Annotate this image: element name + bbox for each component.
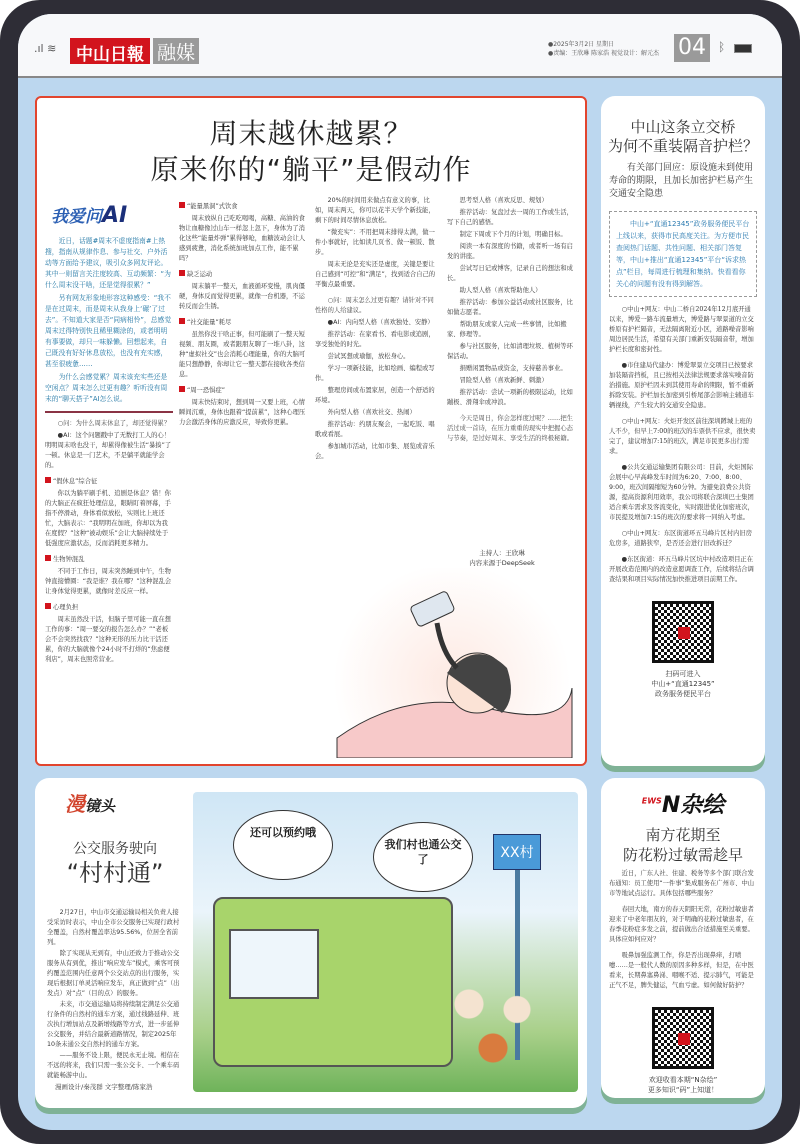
qr-code[interactable] — [652, 601, 714, 663]
article-column-3 — [315, 196, 440, 566]
village-sign: XX村 — [493, 834, 541, 870]
article-column-1 — [45, 236, 173, 761]
pollen-allergy-article — [601, 778, 765, 1098]
subheading: 缺乏运动 — [179, 270, 307, 280]
paragraph: 除了实现从无到有，中山还致力于推动公交服务从有到优，推出“响应发车”模式，乘客可预约覆盖范围内任意两个公交站点的出行服务，实现后根据订单灵活响应发车，真正做到“点”（出发点）对“点”（目的点）的服务。 — [47, 950, 180, 997]
qa-list — [601, 301, 765, 595]
question: ○问：为什么周末休息了，却还觉得累？ — [57, 420, 171, 427]
intro-paragraph: 另有网友形象地形容这种感受：“我不是在过周末，而是周末从我身上‘碾’了过去”。不知道大家是否“同病相怜”，总感觉周末过得特别快且稀里糊涂的，或者明明有事要做，却只一味躲懒。回想起来，自己既没有好好休息放松，也没有充实感，甚至很疲惫…… — [45, 294, 172, 368]
department-answer: ●东区街道：环五马峰片区坑中村改造项目正在开展改造范围内的改造意愿调查工作，后续将结合调查结果和项目实际情况加快推进项目前期工作。 — [609, 556, 754, 583]
headline-line-1: 中山这条立交桥 — [630, 118, 736, 136]
credit-line: 漫画设计/秦茂群 文字整理/陈家浩 — [55, 1083, 153, 1091]
qr-caption-line: 扫码可进入 — [665, 670, 701, 678]
n-zahui-logo — [601, 788, 765, 819]
paragraph: 助人型人格（喜欢帮助他人） — [459, 287, 542, 294]
issue-meta — [548, 40, 659, 58]
closing-quote: ——服务不设上限，便民永无止境。相信在不远的将来，我们只需一张公交卡、一个乘车码就能畅游中山。 — [47, 1052, 180, 1079]
subheading: 生物钟混乱 — [45, 555, 173, 565]
question: ○问：周末怎么过更有趣？请针对不同性格的人给建议。 — [315, 297, 434, 314]
signal-wifi-icon: .ıl ≋ — [34, 42, 57, 55]
logo-text: 漫 — [65, 792, 85, 816]
headline-line-2: 原来你的“躺平”是假动作 — [150, 153, 472, 186]
paragraph: 周末虽然没干活，但脑子里可能一直在想工作的事：“周一要交的报告怎么办？”“老板会不会突然找我？”这种无形的压力比干活还累，你的大脑就像个24小时不打烊的“焦虑便利店”，周末也照常营业。 — [45, 616, 171, 663]
paragraph: 2月27日，中山市交通运输局相关负责人接受采访时表示，中山全市公交服务已实现行政村全覆盖，自然村覆盖率达95.56%，位居全省前列。 — [47, 909, 180, 946]
headline-line-1: 公交服务驶向 — [73, 841, 157, 857]
article-subtitle: 有关部门回应：原设施未到使用寿命的期限，且加长加密护栏易产生交通安全隐患 — [609, 163, 754, 199]
content-source: 内容来源于DeepSeek — [469, 559, 535, 567]
village-bus-cartoon — [193, 792, 578, 1092]
manga-lens-logo — [65, 788, 115, 817]
netizen-question: ○中山+网友：东区街道环五马峰片区村内旧房危房多，道路狭窄，是否还会进行旧改拆迁？ — [609, 530, 753, 547]
department-answer: ●公共交通运输集团有限公司：目前，火炬国际会展中心早高峰发车时间为6:20、7:00、8:00、9:00，班次间隔缩短为60分钟。为避免浪费公共资源，提高资源利用效率，我公司将联合深圳巴士集团适合乘车需求及客流变化，实时跟进优化加密班次，市民提及增加7:15的班次的要求将一同纳入考虑。 — [609, 464, 754, 521]
section-name: 融媒 — [153, 38, 199, 64]
qr-caption-line: 中山+“直通12345” — [651, 680, 715, 688]
newspaper-screen — [18, 14, 782, 1130]
newspaper-logo: 中山日報 — [70, 38, 150, 64]
qr-caption — [601, 669, 765, 699]
paragraph: 学习一项新技能，比如绘画、编程或写作。 — [315, 365, 435, 382]
paragraph: 捐赠闲置物品或资金，支持慈善事业。 — [459, 365, 567, 372]
illustration-svg — [327, 568, 577, 758]
paragraph: 思考型人格（喜欢反思、规划） — [459, 197, 548, 204]
paragraph: 不同于工作日，周末突然睡到中午，生物钟直接懵圈：“我是谁？我在哪？”这种混乱会让身体觉得更累，就像时差反应一样。 — [45, 568, 172, 595]
paragraph: 推荐活动：约朋友聚会，一起吃饭、唱歌或看展。 — [315, 421, 435, 438]
ask-ai-column-logo — [51, 202, 127, 228]
paragraph: 推荐活动：尝试一项新的极限运动，比如蹦极、滑翔伞或冲浪。 — [447, 389, 573, 406]
paragraph: 尝试冥想或瑜伽，放松身心。 — [327, 353, 410, 360]
paragraph: 虽然你没干啥正事，但可能刷了一整天短视频、朋友圈，或者跟朋友聊了一堆八卦，这种“虚拟社交”也会消耗心理能量，你的大脑可能只想静静，你却让它一整天都在接收各类信息。 — [179, 331, 306, 378]
paragraph: 推荐活动：在家看书、看电影或追剧，享受独处的时光。 — [315, 331, 435, 348]
subheading: 心理负担 — [45, 603, 173, 613]
divider — [45, 411, 173, 413]
paragraph: 周末躺平一整天，血液循环变慢，肌肉僵硬，身体反而觉得更累，就像一台机器，不运转反而会生锈。 — [179, 283, 305, 310]
host-credit — [432, 548, 572, 568]
netizen-question: ○中山+网友：火炬开发区前往深圳蹲城上班的人不少，但早上7:00的班次的车票供不应求，很快卖完了，建议增加7:15的班次，满足市民更多出行需求。 — [609, 418, 756, 455]
speech-bubble-villager: 我们村也通公交了 — [373, 822, 473, 892]
paragraph: 整理房间或布置家居，创造一个舒适的环境。 — [315, 387, 435, 404]
paragraph: 推荐活动：参加公益活动或社区服务，比如做志愿者。 — [447, 299, 573, 316]
host-name: 主持人：王欣琳 — [479, 549, 525, 557]
headline-line-1: 周末越休越累？ — [209, 117, 413, 150]
paragraph: 周末放纵自己吃吃喝喝，高糖、高油的食物让血糖像过山车一样忽上忽下，身体为了消化这些“能量炸弹”累得够呛，血糖波动会让人感到疲惫，消化系统加班加点工作，能不累吗？ — [179, 215, 306, 262]
paragraph: 吸鼻加强监测工作，你是否出现鼻痒，打喷嚏……是一般代人数的原因多种多样，但是，在中医看来，长期鼻塞鼻涕、咽喉不适、提示肺气，可能是正气不足，脾失健运，气血亏虚。如何做好防护？ — [609, 952, 754, 989]
article-body — [47, 908, 183, 1082]
column-logo-ai: AI — [102, 203, 128, 228]
logo-sup: EWS — [641, 796, 662, 806]
paragraph: 参加城市活动，比如市集、展览或音乐会。 — [315, 443, 435, 460]
article-body — [601, 865, 765, 1001]
article-headline — [601, 118, 765, 156]
department-answer: ●市住建局代建办：博爱翠景立交项目已按要求加装隔音挡板，且已按相关法律法规要求落实噪音防治措施。原护栏因未到其使用寿命的期限，暂不重新拆除安装。护栏加长加密到引桥尾部会影响主辅道车辆视线，产生较大的交通安全隐患。 — [609, 362, 754, 409]
qr-caption-line: 政务服务便民平台 — [655, 690, 711, 698]
paragraph: 制定下周或下个月的计划，明确目标。 — [459, 231, 567, 238]
page-number: 04 — [674, 34, 710, 62]
qr-caption-line: 欢迎收看本期“N杂绘” — [648, 1076, 718, 1084]
battery-icon — [734, 44, 752, 53]
logo-text: N杂绘 — [661, 793, 725, 818]
page-header — [18, 14, 782, 78]
bus-cartoon-article — [35, 778, 587, 1108]
qr-code[interactable] — [652, 1007, 714, 1069]
intro-box: 中山+“直通12345”政务服务便民平台上线以来，获得市民高度关注。为方便市民查阅热门话题、共性问题、相关部门答复等，中山+推出“直通12345”平台“诉求热点”栏目，每周进行梳理和集纳。快看看你关心的问题有没有得到解答。 — [609, 211, 757, 297]
subheading: “社交能量”耗尽 — [179, 318, 307, 328]
article-headline — [601, 825, 765, 865]
paragraph: 冒险型人格（喜欢新鲜、刺激） — [459, 377, 548, 384]
article-headline — [45, 838, 185, 888]
subheading: “能量黑洞”式饮食 — [179, 202, 307, 212]
netizen-question: ○中山+网友：中山二桥自2024年12月底开通以来，博爱一路车流量增大，博爱路与翠景道的立交桥原有护栏隔音，无法隔离附近小区，道路噪音影响周边居民生活，希望有关部门重新安装隔音带，增加护栏长度和密封性。 — [609, 306, 754, 353]
column-logo-text: 我爱问 — [51, 207, 102, 227]
intro-paragraph: 为什么会感觉累？周末该充实些还是空闲点？周末怎么过更有趣？听听没有周末的“聊天搭子”AI怎么说。 — [45, 373, 168, 403]
headline-line-2: 为何不重装隔音护栏？ — [607, 137, 758, 155]
bridge-noise-article — [601, 96, 765, 766]
article-column-4 — [447, 196, 577, 541]
article-column-2 — [179, 196, 307, 761]
bus-drawing — [213, 897, 453, 1067]
paragraph: 近日，广东人社、住建、税务等多个部门联合发布通知：员工使用“一件事”集成服务在广州市、中山市等地试点运行。具体包括哪些服务？ — [609, 870, 755, 897]
ai-answer: ●AI：内向型人格（喜欢独处、安静） — [327, 319, 434, 326]
speech-bubble-driver: 还可以预约哦 — [233, 810, 333, 880]
paragraph: 春回大地，南方的春天阴阳无常，花粉过敏患者迎来了中老年朋友的，对于明确的花粉过敏患者，在春季花粉症多发之前，提前做出合适措施至关重要。具体应如何应对？ — [609, 906, 754, 943]
closing-paragraph: 今天是周日，你会怎样度过呢？……把生活过成一首诗，在压力重重的现实中把握心态与节奏，是过好周末、享受生活的终极秘籍。 — [447, 415, 573, 442]
intro-paragraph: 近日，话题#周末不虚度指南#上热搜，指南从规律作息、参与社交、户外活动等方面给予建议，吸引众多网友评论。其中一则留言关注度较高、互动频繁：“为什么周末没干啥，还是觉得很累？” — [45, 237, 171, 289]
paragraph: 20%的时间用来做点有意义的事，比如，周末两天，你可以花半天学个新技能，剩下的时间尽情休息放松。 — [315, 197, 435, 224]
main-article — [35, 96, 587, 766]
subheading: “周一恐惧症” — [179, 386, 307, 396]
qr-caption-line: 更多知识“码”上知道！ — [647, 1086, 719, 1094]
paragraph: 未来，市交通运输局将持续制定满足公交通行条件的自然村的通车方案，通过线路延伸、班次执行增加站点及新增线路等方式，进一步延伸公交服务，并结合最新道路情况，制定2025年10条未通公交自然村的通车方案。 — [47, 1001, 180, 1048]
qr-caption — [601, 1075, 765, 1095]
paragraph: 参与社区服务，比如清理垃圾、植树等环保活动。 — [447, 343, 573, 360]
villagers-drawing — [433, 982, 553, 1092]
bus-window — [229, 929, 319, 999]
issue-date: ●2025年3月2日 星期日 — [548, 41, 615, 48]
paragraph: 周末快结束时，想到周一又要上班，心情瞬间沉重，身体也跟着“提前累”，这种心理压力会激活身体的应激反应，导致你更累。 — [179, 399, 306, 426]
subheading: “假休息”综合征 — [45, 477, 173, 487]
logo-text-2: 镜头 — [85, 797, 116, 815]
headline-line-2: “村村通” — [66, 859, 164, 887]
paragraph: “微充实”：不用把周末排得太满，做一件小事就好，比如读几页书、做一顿饭、散步。 — [315, 229, 435, 256]
editors: ●责编：王欣琳 陈家浩 视觉设计：解元杰 — [548, 50, 660, 57]
paragraph: 推荐活动：复盘过去一周的工作或生活，写下自己的感悟。 — [447, 209, 573, 226]
headline-line-2: 防花粉过敏需趁早 — [622, 846, 743, 864]
paragraph: 帮助朋友或家人完成一些事情，比如搬家、修理等。 — [447, 321, 567, 338]
paragraph: 周末无论是充实还是虚度，关键是要让自己感到“可控”和“满足”，找到适合自己的平衡点最重要。 — [315, 261, 436, 288]
main-headline — [37, 116, 585, 188]
ai-answer: ●AI：这个问题戳中了无数打工人的心！明明周末啥也没干，却累得像被生活“暴揍”了一顿。休息是一门艺术，不是躺平就能学会的。 — [45, 432, 172, 469]
person-lying-with-phone-illustration — [327, 568, 577, 758]
bluetooth-icon: ᛒ — [718, 40, 726, 54]
paragraph: 你以为躺平刷手机、追剧是休息？错！你的大脑正在疯狂处理信息，眼睛盯着屏幕，手指不停滑动，身体看似放松，实则比上班还忙，大脑表示：“我明明在加班，你却以为我在度假？”这种“被动娱乐”会让大脑持续处于低强度应激状态，反而消耗更多精力。 — [45, 490, 171, 547]
paragraph: 尝试写日记或博客，记录自己的想法和成长。 — [447, 265, 573, 282]
headline-line-1: 南方花期至 — [645, 826, 721, 844]
paragraph: 阅读一本有深度的书籍，或者听一场有启发的讲座。 — [447, 243, 573, 260]
paragraph: 外向型人格（喜欢社交、热闹） — [327, 409, 416, 416]
